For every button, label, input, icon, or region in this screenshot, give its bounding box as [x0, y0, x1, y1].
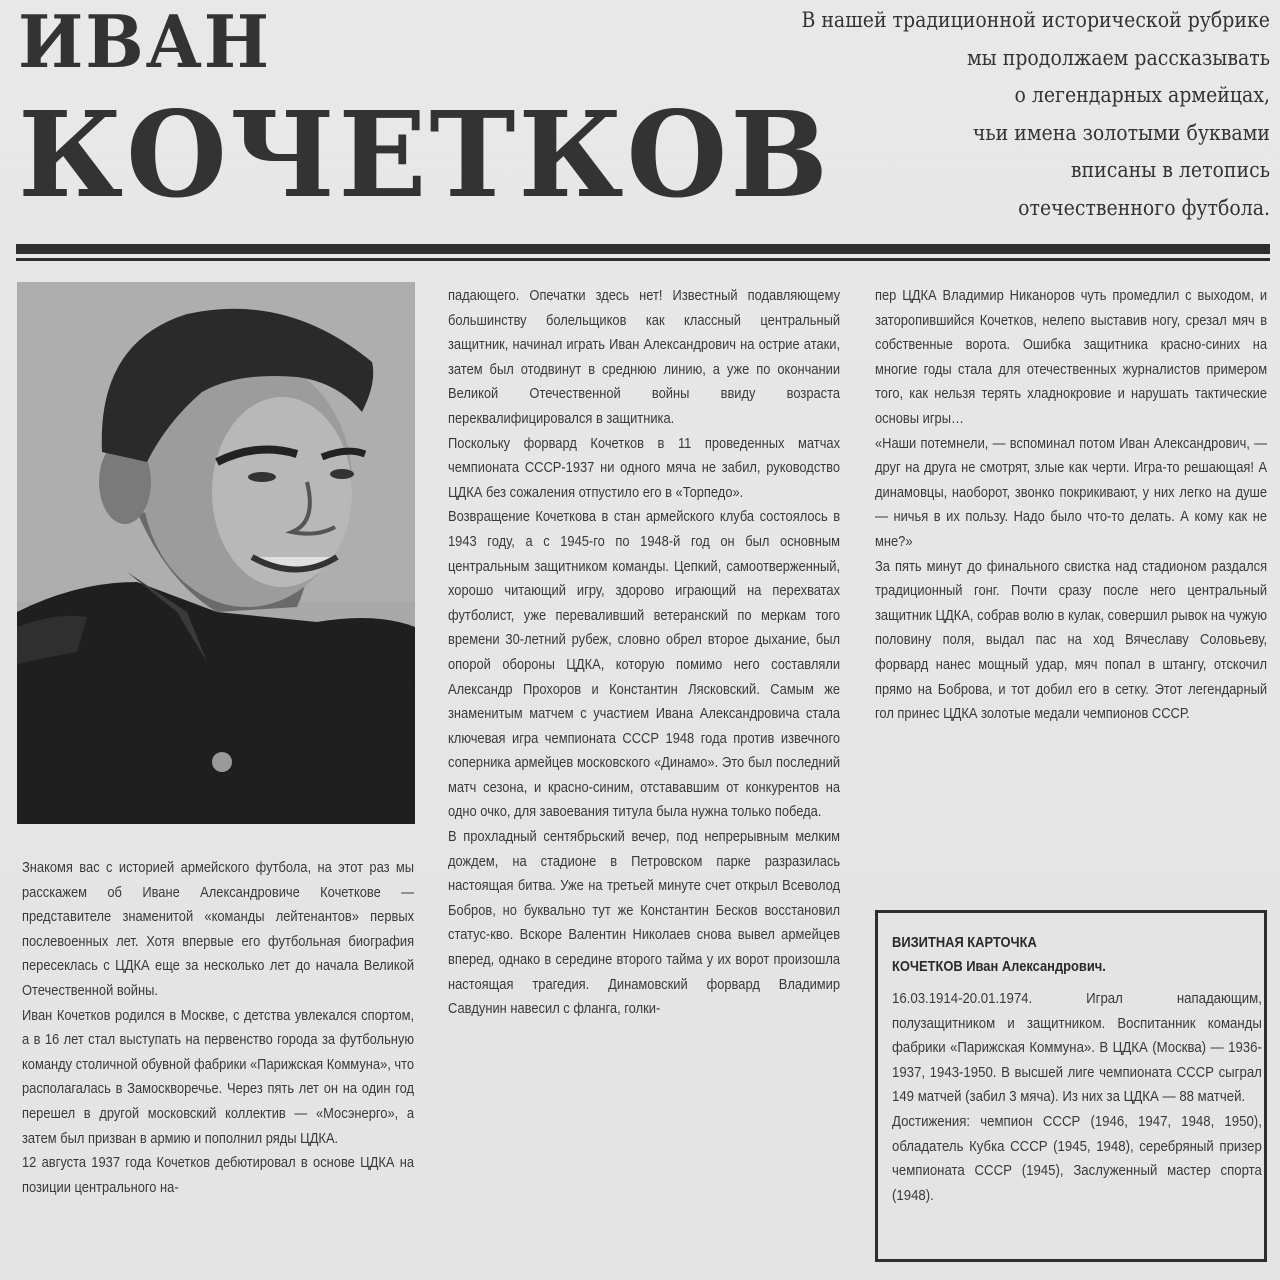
article-paragraph: «Наши потемнели, — вспоминал потом Иван Александрович, — друг на друга не смотрят, злые как черти. Игра-то решающая! А динамовцы, наоборот, звонко покрикивают, у них легко на душе — ничья в их пользу. Надо было что-то делать. А кому как не мне?» — [875, 434, 1268, 550]
article-column-1 — [22, 856, 414, 1200]
header-rule-thin — [16, 258, 1270, 261]
business-card-title — [892, 931, 1106, 979]
article-paragraph: Знакомя вас с историей армейского футбола, на этот раз мы расскажем об Иване Александровиче Кочеткове — представителе знаменитой «команды лейтенантов» первых послевоенных лет. Хотя впервые его футбольная биография пересеклась с ЦДКА еще за несколько лет до начала Великой Отечественной войны. — [22, 859, 415, 999]
article-paragraph: 12 августа 1937 года Кочетков дебютировал в основе ЦДКА на позиции центрального на- — [22, 1154, 415, 1196]
intro-line: о легендарных армейцах, — [1014, 83, 1270, 107]
business-card-given-name: Иван Александрович. — [962, 958, 1106, 975]
business-card-body — [892, 987, 1262, 1208]
intro-line: отечественного футбола. — [1018, 195, 1270, 220]
article-paragraph: За пять минут до финального свистка над стадионом раздался традиционный гонг. Почти сразу после него центральный защитник ЦДКА, собрав волю в кулак, совершил рывок на чужую половину поля, выдал пас на ход Вячеславу Соловьеву, форвард нанес мощный удар, мяч попал в штангу, отскочил прямо на Боброва, и тот добил его в сетку. Этот легендарный гол принес ЦДКА золотые медали чемпионов СССР. — [875, 557, 1268, 723]
business-card-paragraph: Достижения: чемпион СССР (1946, 1947, 1948, 1950), обладатель Кубка СССР (1945, 1948), серебряный призер чемпионата СССР (1945), Заслуженный мастер спорта (1948). — [892, 1112, 1262, 1204]
article-paragraph: падающего. Опечатки здесь нет! Известный подавляющему большинству болельщиков как классный центральный защитник, начинал играть Иван Александрович на острие атаки, затем был отодвинут в среднюю линию, а уже по окончании Великой Отечественной войны ввиду возраста переквалифицировался в защитника. — [448, 287, 841, 427]
headline-first-name: ИВАН — [18, 0, 272, 84]
business-card-box — [875, 910, 1267, 1262]
business-card-name — [892, 955, 1106, 979]
business-card-heading: ВИЗИТНАЯ КАРТОЧКА — [892, 934, 1037, 951]
article-paragraph: пер ЦДКА Владимир Никаноров чуть промедлил с выходом, и заторопившийся Кочетков, нелепо выставив ногу, срезал мяч в собственные ворота. Ошибка защитника красно-синих на многие годы стала для отечественных журналистов примером того, как нельзя терять хладнокровие и нарушать тактические основы игры… — [875, 287, 1268, 427]
article-column-3 — [875, 284, 1267, 727]
headline-last-name: КОЧЕТКОВ — [18, 85, 831, 224]
article-column-2 — [448, 284, 840, 1022]
article-paragraph: Иван Кочетков родился в Москве, с детства увлекался спортом, а в 16 лет стал выступать на первенство города за футбольную команду столичной обувной фабрики «Парижская Коммуна», что располагалась в Замоскворечье. Через пять лет он на один год перешел в другой московский коллектив — «Мосэнерго», а затем был призван в армию и пополнил ряды ЦДКА. — [22, 1006, 415, 1147]
business-card-surname: КОЧЕТКОВ — [892, 958, 963, 975]
header-rule-thick — [16, 244, 1270, 254]
intro-line: вписаны в летопись — [1070, 158, 1270, 182]
intro-blurb — [670, 2, 1270, 227]
portrait-illustration — [17, 282, 415, 824]
article-paragraph: В прохладный сентябрьский вечер, под непрерывным мелким дождем, на стадионе в Петровском парке разразилась настоящая битва. Уже на третьей минуте счет открыл Всеволод Бобров, но буквально тут же Константин Бесков восстановил статус-кво. Вскоре Валентин Николаев снова вывел армейцев вперед, однако в середине второго тайма у их ворот произошла настоящая трагедия. Динамовский форвард Владимир Савдунин навесил с фланга, голки- — [448, 828, 841, 1018]
business-card-paragraph: 16.03.1914-20.01.1974. Играл нападающим, полузащитником и защитником. Воспитанник команды фабрики «Парижская Коммуна». В ЦДКА (Москва) — 1936-1937, 1943-1950. В высшей лиге чемпионата СССР сыграл 149 матчей (забил 3 мяча). Из них за ЦДКА — 88 матчей. — [892, 990, 1262, 1106]
intro-line: чьи имена золотыми буквами — [972, 120, 1270, 145]
article-paragraph: Возвращение Кочеткова в стан армейского клуба состоялось в 1943 году, а с 1945-го по 1948-й год он был основным центральным защитником команды. Цепкий, самоотверженный, хорошо читающий игру, здорово играющий на перехватах футболист, уже переваливший ветеранский по меркам того времени 30-летний рубеж, словно обрел второе дыхание, был опорой обороны ЦДКА, которую помимо него составляли Александр Прохоров и Константин Лясковский. Самым же знаменитым матчем с участием Ивана Александровича стала ключевая игра чемпионата СССР 1948 года против извечного соперника армейцев московского «Динамо». Это был последний матч сезона, и красно-синим, отстававшим от конкурентов на одно очко, для завоевания титула была нужна только победа. — [448, 508, 841, 821]
portrait-photo — [17, 282, 415, 824]
article-paragraph: Поскольку форвард Кочетков в 11 проведенных матчах чемпионата СССР-1937 ни одного мяча не забил, руководство ЦДКА без сожаления отпустило его в «Торпедо». — [448, 434, 841, 501]
intro-line: В нашей традиционной исторической рубрике — [801, 8, 1270, 32]
intro-line: мы продолжаем рассказывать — [966, 45, 1270, 70]
